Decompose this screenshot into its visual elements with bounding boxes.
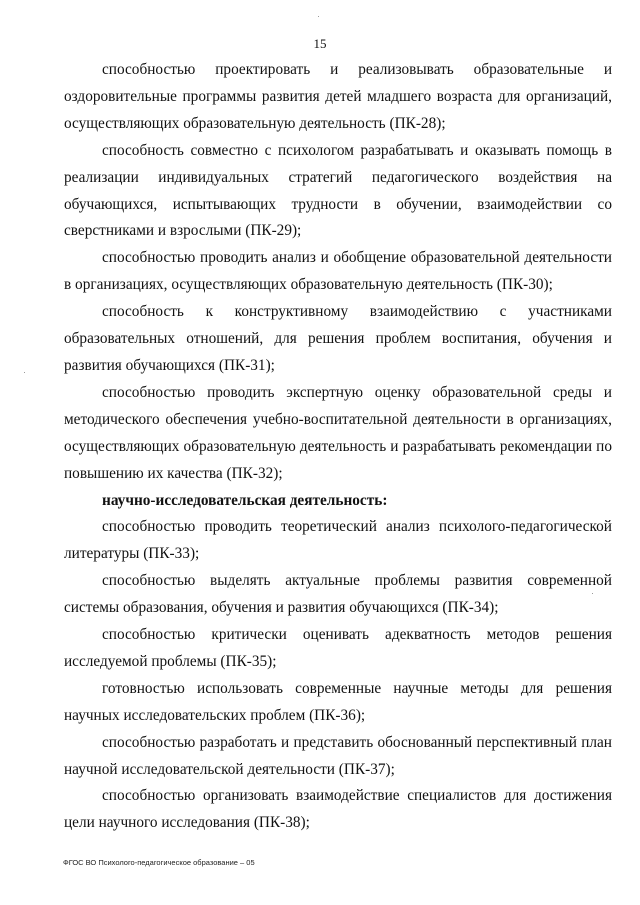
- paragraph-pk-34: способностью выделять актуальные проблемы развития современной системы образования, обучения и развития обучающихся (ПК-34);: [64, 572, 612, 617]
- paragraph-pk-37: способностью разработать и представить обоснованный перспективный план научной исследовательской деятельности (ПК-37);: [64, 733, 612, 778]
- paragraph-pk-32: способностью проводить экспертную оценку образовательной среды и методического обеспечения учебно-воспитательной деятельности в организациях, осуществляющих образовательную деятельность и разрабатывать рекомендации по повышению их качества (ПК-32);: [64, 383, 612, 482]
- paragraph-pk-28: способностью проектировать и реализовывать образовательные и оздоровительные программы развития детей младшего возраста для организаций, осуществляющих образовательную деятельность (ПК-28);: [64, 61, 612, 132]
- paragraph-pk-36: готовностью использовать современные научные методы для решения научных исследовательских проблем (ПК-36);: [64, 679, 612, 724]
- paragraph-pk-29: способность совместно с психологом разрабатывать и оказывать помощь в реализации индивидуальных стратегий педагогического воздействия на обучающихся, испытывающих трудности в обучении, взаимодействии со сверстниками и взрослыми (ПК-29);: [64, 141, 612, 240]
- scan-speck: [24, 372, 25, 373]
- paragraph-pk-38: способностью организовать взаимодействие специалистов для достижения цели научного исследования (ПК-38);: [64, 787, 612, 832]
- paragraph-pk-31: способность к конструктивному взаимодействию с участниками образовательных отношений, для решения проблем воспитания, обучения и развития обучающихся (ПК-31);: [64, 303, 612, 374]
- paragraph-pk-30: способностью проводить анализ и обобщение образовательной деятельности в организациях, осуществляющих образовательную деятельность (ПК-30);: [64, 249, 612, 294]
- footer-text: ФГОС ВО Психолого-педагогическое образование – 05: [63, 858, 255, 867]
- scan-speck: [592, 593, 593, 594]
- document-body: [64, 57, 612, 837]
- scan-speck: [318, 16, 319, 17]
- section-heading-research: научно-исследовательская деятельность:: [102, 491, 388, 509]
- paragraph-pk-33: способностью проводить теоретический анализ психолого-педагогической литературы (ПК-33);: [64, 518, 612, 563]
- page-number: 15: [313, 36, 327, 51]
- paragraph-pk-35: способностью критически оценивать адекватность методов решения исследуемой проблемы (ПК-35);: [64, 626, 612, 670]
